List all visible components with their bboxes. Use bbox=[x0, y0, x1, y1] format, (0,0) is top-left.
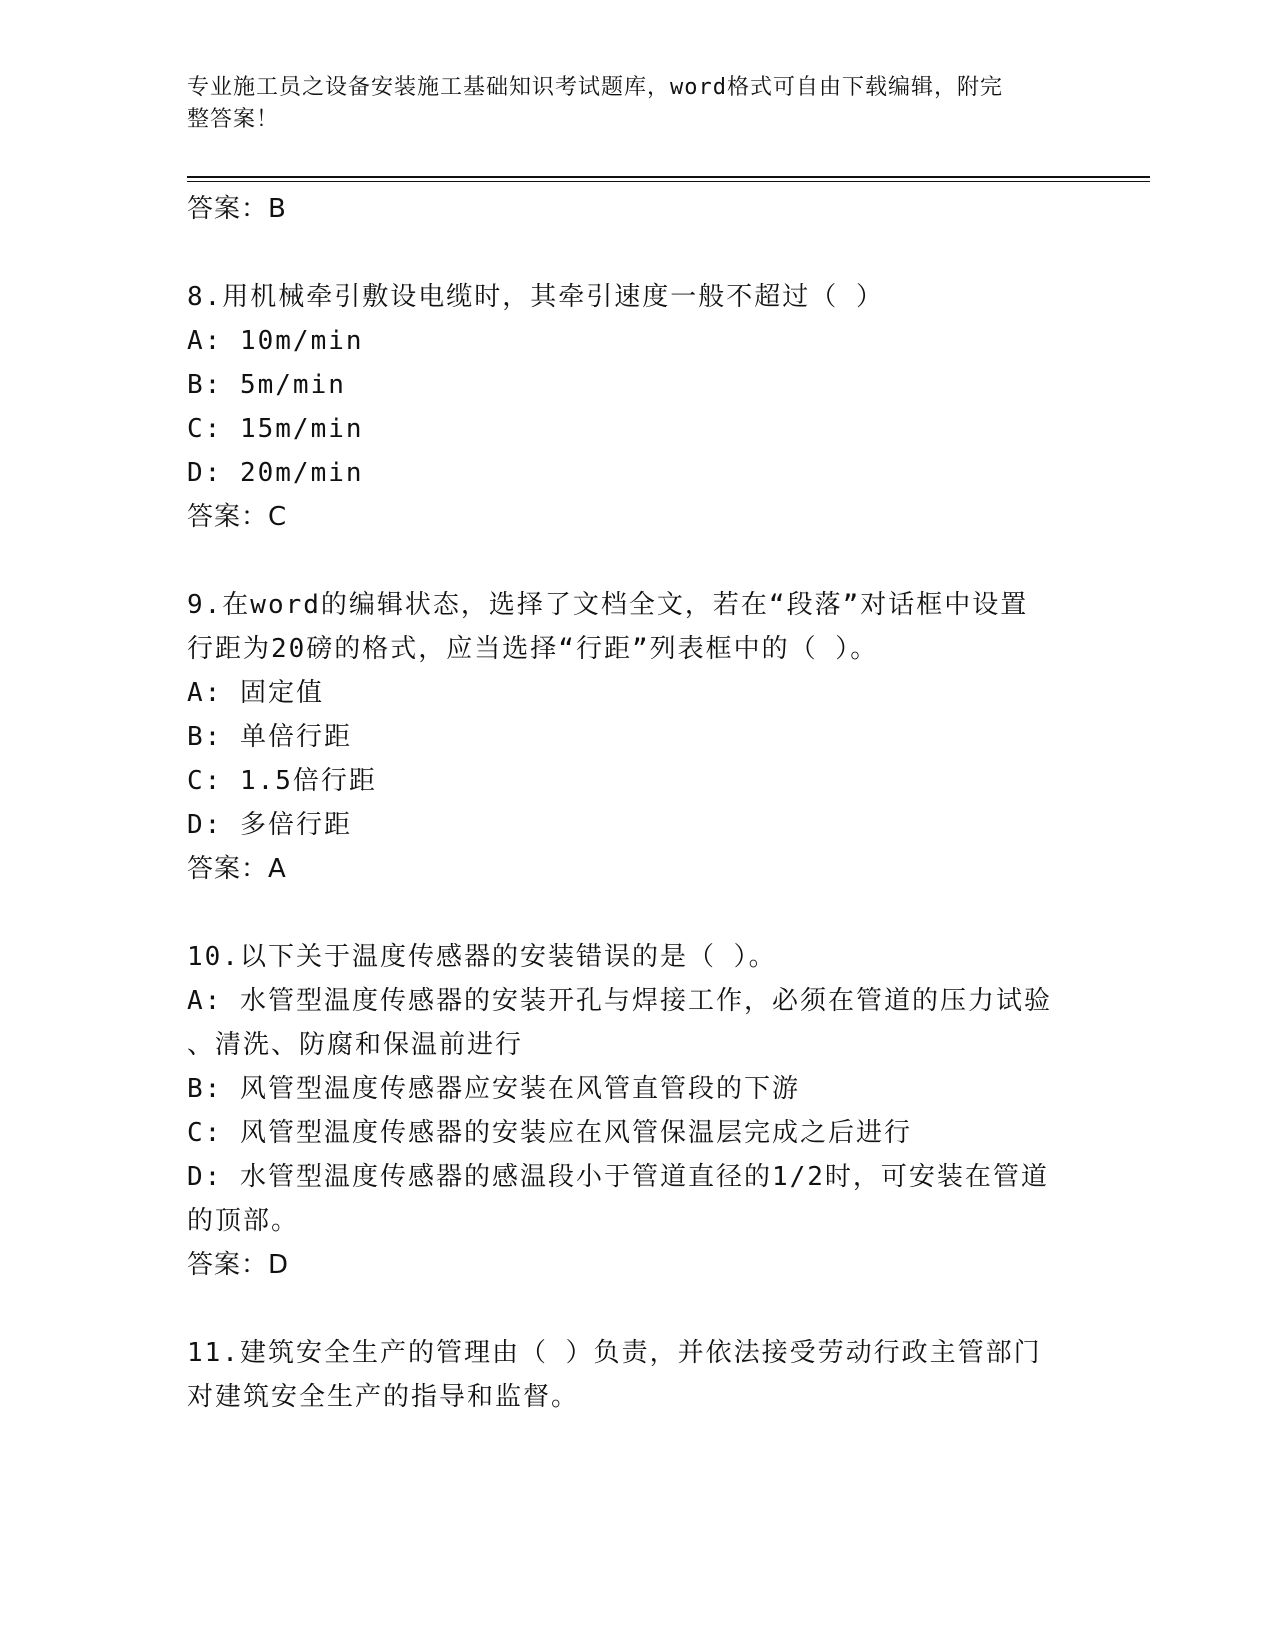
question-9-option-b: B: 单倍行距 bbox=[187, 722, 352, 752]
question-8-option-d: D: 20m/min bbox=[187, 458, 364, 488]
question-9-stem-line-1: 9.在word的编辑状态，选择了文档全文，若在“段落”对话框中设置 bbox=[187, 590, 1029, 620]
question-10-option-c: C: 风管型温度传感器的安装应在风管保温层完成之后进行 bbox=[187, 1118, 912, 1148]
question-10-option-a-line-2: 、清洗、防腐和保温前进行 bbox=[187, 1030, 524, 1060]
question-9-option-c: C: 1.5倍行距 bbox=[187, 766, 377, 796]
question-8-answer: 答案：C bbox=[187, 502, 288, 532]
question-10-option-a-line-1: A: 水管型温度传感器的安装开孔与焊接工作，必须在管道的压力试验 bbox=[187, 986, 1052, 1016]
question-9-option-a: A: 固定值 bbox=[187, 678, 324, 708]
question-8-stem: 8.用机械牵引敷设电缆时，其牵引速度一般不超过（ ） bbox=[187, 282, 884, 312]
header-rule-thick bbox=[187, 176, 1150, 178]
header-line-2: 整答案！ bbox=[187, 107, 280, 132]
header-rule-thin bbox=[187, 181, 1150, 182]
question-9-stem-line-2: 行距为20磅的格式，应当选择“行距”列表框中的（ ）。 bbox=[187, 634, 879, 664]
question-10-answer: 答案：D bbox=[187, 1250, 290, 1280]
question-10-option-b: B: 风管型温度传感器应安装在风管直管段的下游 bbox=[187, 1074, 800, 1104]
question-10-stem: 10.以下关于温度传感器的安装错误的是（ ）。 bbox=[187, 942, 777, 972]
question-8-option-b: B: 5m/min bbox=[187, 370, 346, 400]
question-10-option-d-line-1: D: 水管型温度传感器的感温段小于管道直径的1/2时，可安装在管道 bbox=[187, 1162, 1049, 1192]
document-header bbox=[187, 72, 1067, 136]
question-9-option-d: D: 多倍行距 bbox=[187, 810, 352, 840]
question-8-option-c: C: 15m/min bbox=[187, 414, 364, 444]
header-line-1: 专业施工员之设备安装施工基础知识考试题库，word格式可自由下载编辑，附完 bbox=[187, 75, 1003, 100]
question-11-stem-line-2: 对建筑安全生产的指导和监督。 bbox=[187, 1382, 580, 1412]
question-8-option-a: A: 10m/min bbox=[187, 326, 364, 356]
question-10-option-d-line-2: 的顶部。 bbox=[187, 1206, 300, 1236]
question-9-answer: 答案：A bbox=[187, 854, 287, 884]
previous-answer: 答案：B bbox=[187, 194, 287, 224]
question-11-stem-line-1: 11.建筑安全生产的管理由（ ）负责，并依法接受劳动行政主管部门 bbox=[187, 1338, 1042, 1368]
